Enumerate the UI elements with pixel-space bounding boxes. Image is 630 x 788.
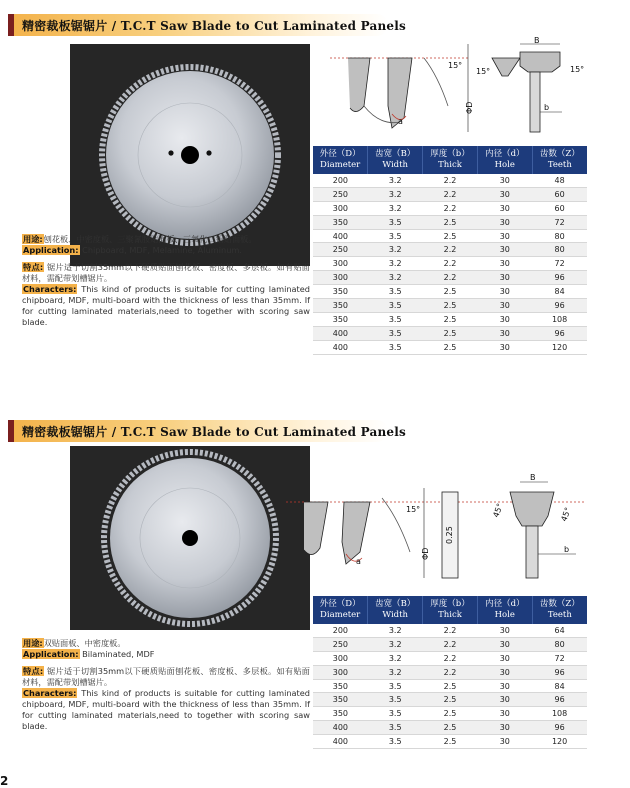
table-cell: 3.5 [368, 326, 423, 340]
table-row [313, 243, 587, 257]
svg-text:15°: 15° [476, 67, 491, 76]
application-label: Application: [23, 649, 79, 659]
svg-text:0.25: 0.25 [445, 526, 454, 544]
table-cell: 30 [477, 721, 532, 735]
section-2-description [22, 638, 310, 738]
svg-text:ΦD: ΦD [465, 101, 474, 114]
table-cell: 72 [532, 651, 587, 665]
column-header-zh: 齿数（Z） [539, 599, 580, 609]
table-cell: 2.5 [423, 735, 478, 749]
table-cell: 2.2 [423, 187, 478, 201]
table-cell: 30 [477, 243, 532, 257]
table-row [313, 229, 587, 243]
table-cell: 3.2 [368, 201, 423, 215]
table-cell: 30 [477, 326, 532, 340]
use-line [22, 638, 310, 660]
column-header-zh: 齿数（Z） [539, 149, 580, 159]
table-cell: 3.5 [368, 721, 423, 735]
table-cell: 80 [532, 229, 587, 243]
svg-text:ΦD: ΦD [421, 547, 430, 560]
table-cell: 2.5 [423, 326, 478, 340]
column-header-zh: 齿宽（B） [375, 599, 416, 609]
table-body [313, 174, 587, 354]
section-2-spec-table [313, 596, 587, 749]
table-cell: 2.5 [423, 285, 478, 299]
table-cell: 30 [477, 271, 532, 285]
table-cell: 2.2 [423, 651, 478, 665]
table-cell: 72 [532, 215, 587, 229]
table-cell: 2.2 [423, 624, 478, 637]
svg-text:15°: 15° [406, 505, 421, 514]
svg-text:a: a [398, 117, 403, 126]
table-cell: 300 [313, 271, 368, 285]
column-header [313, 146, 368, 174]
table-cell: 250 [313, 187, 368, 201]
table-cell: 84 [532, 679, 587, 693]
column-header [532, 146, 587, 174]
table-cell: 3.5 [368, 312, 423, 326]
table-cell: 3.5 [368, 229, 423, 243]
feature-line [22, 666, 310, 732]
table-cell: 96 [532, 326, 587, 340]
table-cell: 250 [313, 243, 368, 257]
use-line [22, 234, 310, 256]
table-cell: 2.5 [423, 707, 478, 721]
table-row [313, 257, 587, 271]
table-row [313, 735, 587, 749]
table-cell: 3.2 [368, 624, 423, 637]
feature-text: 锯片适于切割35mm以下硬质贴面刨花板、密度板、多层板。如有贴面材料，需配带划槽锯片。 [22, 262, 310, 283]
table-cell: 200 [313, 624, 368, 637]
table-cell: 400 [313, 721, 368, 735]
column-header-en: Diameter [320, 610, 361, 620]
table-cell: 3.5 [368, 215, 423, 229]
column-header-en: Hole [494, 160, 515, 170]
section-1-spec-table [313, 146, 587, 355]
table-cell: 2.5 [423, 721, 478, 735]
table-cell: 30 [477, 693, 532, 707]
table-cell: 96 [532, 299, 587, 313]
column-header [477, 596, 532, 624]
column-header [423, 596, 478, 624]
column-header [477, 146, 532, 174]
table-cell: 2.5 [423, 299, 478, 313]
svg-text:15°: 15° [570, 65, 585, 74]
table-cell: 96 [532, 721, 587, 735]
title-accent [8, 420, 14, 442]
table-cell: 2.5 [423, 312, 478, 326]
table-cell: 30 [477, 735, 532, 749]
table-cell: 30 [477, 679, 532, 693]
use-text: 刨花板、中密度板、三聚氰胺贴面板、三氧化二铝贴面板。 [43, 234, 257, 244]
table-cell: 30 [477, 257, 532, 271]
table-cell: 30 [477, 651, 532, 665]
table-cell: 30 [477, 707, 532, 721]
table-cell: 300 [313, 201, 368, 215]
column-header-zh: 外径（D） [319, 599, 361, 609]
table-row [313, 285, 587, 299]
table-cell: 60 [532, 201, 587, 215]
column-header-zh: 外径（D） [319, 149, 361, 159]
column-header-en: Teeth [547, 610, 572, 620]
column-header [423, 146, 478, 174]
column-header-en: Hole [494, 610, 515, 620]
feature-line [22, 262, 310, 328]
use-label: 用途: [23, 234, 43, 244]
table-cell: 2.2 [423, 271, 478, 285]
use-label: 用途: [23, 638, 43, 648]
column-header [532, 596, 587, 624]
table-row [313, 174, 587, 187]
table-cell: 84 [532, 285, 587, 299]
table-cell: 3.2 [368, 187, 423, 201]
table-cell: 2.2 [423, 257, 478, 271]
column-header-zh: 齿宽（B） [375, 149, 416, 159]
table-cell: 30 [477, 187, 532, 201]
table-header-row [313, 596, 587, 624]
table-cell: 2.5 [423, 229, 478, 243]
table-cell: 30 [477, 624, 532, 637]
table-header-row [313, 146, 587, 174]
page-number: 2 [0, 774, 9, 788]
table-cell: 350 [313, 679, 368, 693]
column-header-en: Diameter [320, 160, 361, 170]
table-row [313, 721, 587, 735]
table-row [313, 693, 587, 707]
column-header-en: Width [382, 610, 409, 620]
feature-label: 特点: [23, 262, 44, 272]
column-header-zh: 内径（d） [485, 599, 525, 609]
table-row [313, 187, 587, 201]
table-cell: 30 [477, 174, 532, 187]
table-row [313, 312, 587, 326]
section-2-tooth-diagram [286, 468, 586, 580]
characters-label: Characters: [23, 284, 77, 294]
section-1-title: 精密裁板锯锯片 / T.C.T Saw Blade to Cut Laminated Panels [22, 19, 406, 33]
table-cell: 30 [477, 637, 532, 651]
table-cell: 30 [477, 340, 532, 354]
column-header [368, 146, 423, 174]
svg-text:B: B [534, 36, 540, 45]
svg-text:45°: 45° [559, 506, 573, 523]
table-cell: 30 [477, 229, 532, 243]
table-cell: 250 [313, 637, 368, 651]
table-cell: 60 [532, 187, 587, 201]
table-cell: 3.2 [368, 174, 423, 187]
table-cell: 30 [477, 215, 532, 229]
table-row [313, 215, 587, 229]
table-cell: 120 [532, 340, 587, 354]
svg-text:a: a [356, 557, 361, 566]
section-2-blade-photo [70, 446, 310, 630]
table-cell: 96 [532, 693, 587, 707]
column-header [368, 596, 423, 624]
table-cell: 200 [313, 174, 368, 187]
table-cell: 350 [313, 215, 368, 229]
table-cell: 400 [313, 326, 368, 340]
section-1-blade-photo [70, 44, 310, 266]
table-cell: 64 [532, 624, 587, 637]
table-cell: 300 [313, 257, 368, 271]
table-body [313, 624, 587, 749]
table-cell: 30 [477, 299, 532, 313]
table-cell: 3.5 [368, 679, 423, 693]
table-cell: 2.2 [423, 665, 478, 679]
table-cell: 3.2 [368, 257, 423, 271]
table-row [313, 271, 587, 285]
table-cell: 3.2 [368, 665, 423, 679]
title-accent [8, 14, 14, 36]
table-cell: 3.5 [368, 299, 423, 313]
section-2-title-bar [8, 420, 406, 442]
table-cell: 72 [532, 257, 587, 271]
application-label: Application: [23, 245, 79, 255]
column-header-en: Width [382, 160, 409, 170]
table-cell: 2.5 [423, 679, 478, 693]
table-cell: 2.2 [423, 174, 478, 187]
table-cell: 3.2 [368, 271, 423, 285]
table-cell: 400 [313, 229, 368, 243]
feature-label: 特点: [23, 666, 44, 676]
table-cell: 108 [532, 707, 587, 721]
table-row [313, 637, 587, 651]
table-cell: 350 [313, 707, 368, 721]
table-cell: 120 [532, 735, 587, 749]
table-cell: 30 [477, 201, 532, 215]
table-cell: 300 [313, 665, 368, 679]
table-cell: 3.5 [368, 735, 423, 749]
table-cell: 350 [313, 693, 368, 707]
column-header [313, 596, 368, 624]
table-row [313, 665, 587, 679]
table-row [313, 299, 587, 313]
column-header-zh: 厚度（b） [430, 599, 470, 609]
table-cell: 3.5 [368, 707, 423, 721]
table-cell: 2.5 [423, 215, 478, 229]
table-row [313, 624, 587, 637]
application-text: Chipboard, MDF, Melamine, Aluminum. [79, 245, 242, 255]
table-cell: 80 [532, 637, 587, 651]
column-header-zh: 厚度（b） [430, 149, 470, 159]
table-row [313, 707, 587, 721]
table-cell: 108 [532, 312, 587, 326]
table-cell: 350 [313, 299, 368, 313]
svg-text:b: b [564, 545, 570, 554]
table-cell: 2.2 [423, 201, 478, 215]
svg-text:15°: 15° [448, 61, 463, 70]
section-1-title-bar [8, 14, 406, 36]
characters-text: This kind of products is suitable for cutting laminated chipboard, MDF, multi-board with the thickness of less than 35mm. If for cutting laminated materials,need to together with scoring saw blade. [22, 688, 310, 731]
characters-label: Characters: [23, 688, 77, 698]
table-cell: 3.5 [368, 285, 423, 299]
section-1-description [22, 234, 310, 334]
table-cell: 2.2 [423, 243, 478, 257]
table-cell: 400 [313, 735, 368, 749]
table-row [313, 651, 587, 665]
table-row [313, 340, 587, 354]
table-cell: 2.5 [423, 340, 478, 354]
section-1-tooth-diagram [330, 36, 590, 136]
table-cell: 80 [532, 243, 587, 257]
svg-text:45°: 45° [491, 502, 505, 519]
table-cell: 350 [313, 285, 368, 299]
table-cell: 30 [477, 285, 532, 299]
table-cell: 30 [477, 312, 532, 326]
table-cell: 3.5 [368, 693, 423, 707]
column-header-en: Teeth [547, 160, 572, 170]
table-row [313, 201, 587, 215]
table-cell: 48 [532, 174, 587, 187]
characters-text: This kind of products is suitable for cutting laminated chipboard, MDF, multi-board with the thickness of less than 35mm. If for cutting laminated materials,need to together with scoring saw blade. [22, 284, 310, 327]
column-header-zh: 内径（d） [485, 149, 525, 159]
table-cell: 400 [313, 340, 368, 354]
table-cell: 3.2 [368, 637, 423, 651]
table-cell: 96 [532, 271, 587, 285]
column-header-en: Thick [438, 160, 462, 170]
table-cell: 300 [313, 651, 368, 665]
application-text: Bilaminated, MDF [79, 649, 155, 659]
table-cell: 2.5 [423, 693, 478, 707]
table-cell: 3.2 [368, 651, 423, 665]
table-cell: 3.5 [368, 340, 423, 354]
svg-text:b: b [544, 103, 550, 112]
column-header-en: Thick [438, 610, 462, 620]
table-cell: 350 [313, 312, 368, 326]
section-2-title: 精密裁板锯锯片 / T.C.T Saw Blade to Cut Laminated Panels [22, 425, 406, 439]
svg-text:B: B [530, 473, 536, 482]
use-text: 双贴面板、中密度板。 [43, 638, 126, 648]
table-cell: 3.2 [368, 243, 423, 257]
table-row [313, 326, 587, 340]
table-row [313, 679, 587, 693]
table-cell: 96 [532, 665, 587, 679]
table-cell: 2.2 [423, 637, 478, 651]
feature-text: 锯片适于切割35mm以下硬质贴面刨花板、密度板、多层板。如有贴面材料，需配带划槽锯片。 [22, 666, 310, 687]
table-cell: 30 [477, 665, 532, 679]
